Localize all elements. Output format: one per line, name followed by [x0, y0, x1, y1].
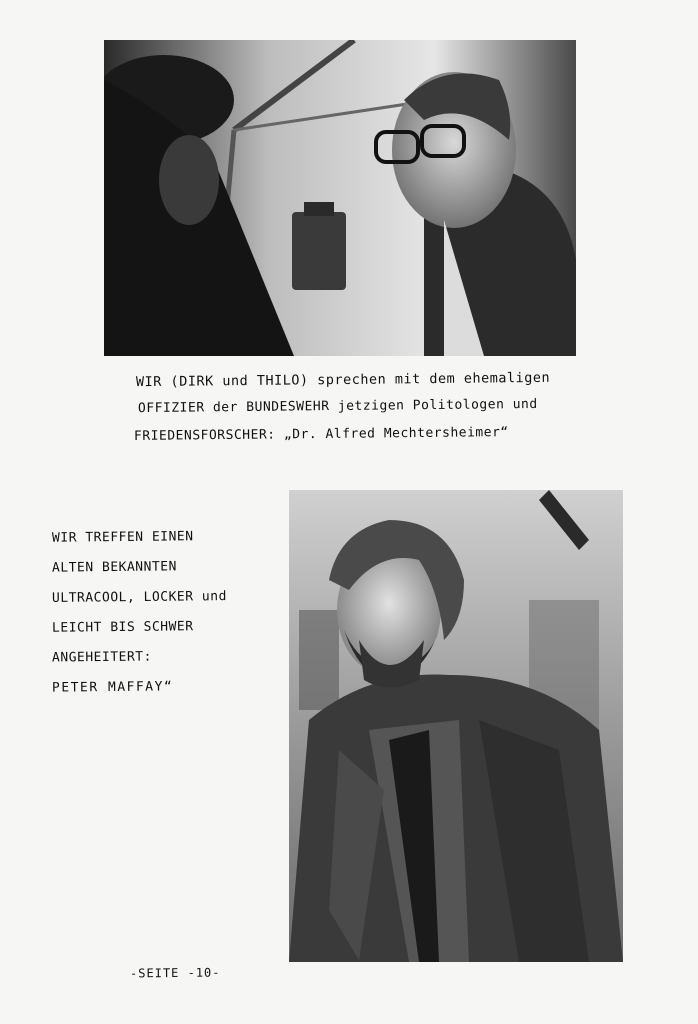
photo-top-image [104, 40, 576, 356]
caption-top-line-2: OFFIZIER der BUNDESWEHR jetzigen Politologen und [137, 396, 538, 417]
caption-side-line-1: WIR TREFFEN EINEN [51, 529, 194, 546]
photo-mechtersheimer [104, 40, 576, 356]
caption-top-line-1: WIR (DIRK und THILO) sprechen mit dem ehemaligen [135, 369, 551, 391]
caption-side-line-6: PETER MAFFAY“ [51, 679, 174, 696]
caption-side-line-4: LEICHT BIS SCHWER [51, 619, 194, 636]
photo-bottom-image [289, 490, 623, 962]
caption-side-line-2: ALTEN BEKANNTEN [51, 559, 177, 576]
photo-maffay [289, 490, 623, 962]
caption-side-line-3: ULTRACOOL, LOCKER und [51, 589, 227, 606]
caption-top-line-3: FRIEDENSFORSCHER: „Dr. Alfred Mechtersheimer“ [133, 425, 509, 444]
caption-side-line-5: ANGEHEITERT: [51, 649, 152, 666]
page-number: -SEITE -10- [129, 965, 221, 981]
